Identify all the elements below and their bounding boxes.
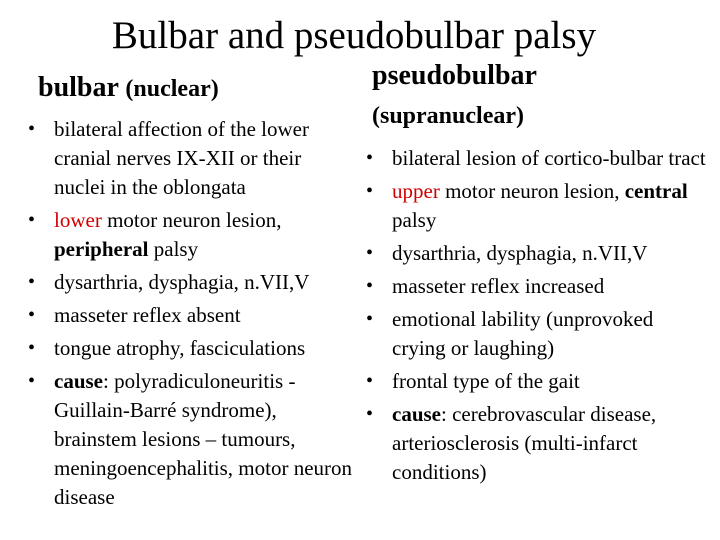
- list-item: • tongue atrophy, fasciculations: [24, 334, 354, 363]
- highlight-word: lower: [54, 208, 102, 232]
- bullet-icon: •: [366, 180, 374, 202]
- list-item: • dysarthria, dysphagia, n.VII,V: [24, 268, 354, 297]
- bullet-icon: •: [28, 209, 36, 231]
- list-item: • emotional lability (unprovoked crying or laughing): [366, 307, 654, 360]
- bullet-icon: •: [28, 337, 36, 359]
- bullet-icon: •: [366, 275, 374, 297]
- bold-word: cause: [54, 369, 103, 393]
- bullet-icon: •: [366, 403, 374, 425]
- list-item: • upper motor neuron lesion, central palsy: [366, 179, 688, 232]
- list-item: • bilateral affection of the lower cranial nerves IX-XII or their nuclei in the oblongata: [28, 117, 309, 199]
- pseudobulbar-heading: [372, 58, 712, 134]
- bulbar-heading-paren: (nuclear): [125, 76, 219, 102]
- bullet-icon: •: [28, 304, 36, 326]
- list-item: • masseter reflex absent: [24, 301, 354, 330]
- bullet-icon: •: [28, 370, 36, 392]
- bullet-icon: •: [366, 308, 374, 330]
- list-item: • frontal type of the gait: [362, 367, 712, 396]
- bulbar-heading: [38, 70, 354, 107]
- list-item: • cause: cerebrovascular disease, arteriosclerosis (multi-infarct conditions): [366, 402, 657, 484]
- list-item: • dysarthria, dysphagia, n.VII,V: [362, 239, 712, 268]
- pseudobulbar-heading-paren: (supranuclear): [372, 103, 524, 129]
- bullet-icon: •: [28, 271, 36, 293]
- bullet-icon: •: [366, 370, 374, 392]
- list-item: • bilateral lesion of cortico-bulbar tract: [362, 144, 712, 173]
- bullet-icon: •: [366, 242, 374, 264]
- bold-word: central: [624, 179, 688, 203]
- bulbar-column: [24, 70, 354, 516]
- pseudobulbar-column: [362, 58, 712, 491]
- list-item: • masseter reflex increased: [362, 272, 712, 301]
- pseudobulbar-list: [362, 144, 712, 487]
- bulbar-list: [24, 115, 354, 512]
- list-item: • lower motor neuron lesion, peripheral palsy: [28, 208, 282, 261]
- list-item: • cause: polyradiculoneuritis - Guillain-Barré syndrome), brainstem lesions – tumours, meningoencephalitis, motor neuron disease: [28, 369, 353, 509]
- bold-word: peripheral: [54, 237, 149, 261]
- highlight-word: upper: [392, 179, 440, 203]
- bulbar-heading-main: bulbar: [38, 72, 119, 103]
- bold-word: cause: [392, 402, 441, 426]
- pseudobulbar-heading-main: pseudobulbar: [372, 60, 537, 91]
- bullet-icon: •: [28, 118, 36, 140]
- bullet-icon: •: [366, 147, 374, 169]
- slide-title: Bulbar and pseudobulbar palsy: [111, 14, 597, 57]
